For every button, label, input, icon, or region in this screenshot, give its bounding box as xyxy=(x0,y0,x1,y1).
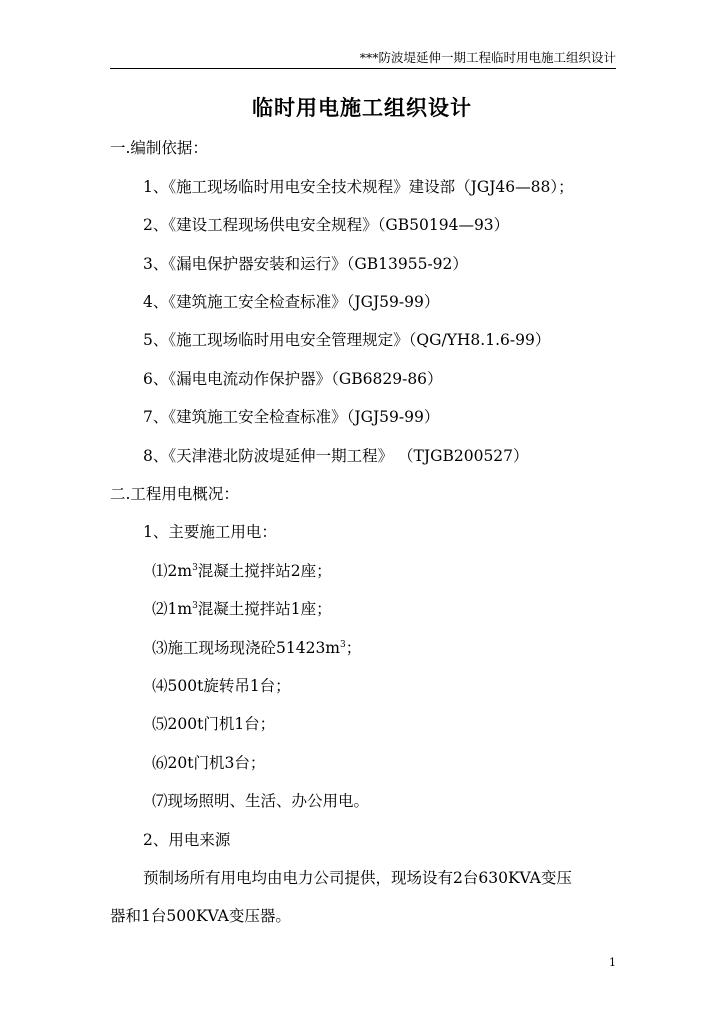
power-item-5: ⑸200t门机1台； xyxy=(152,715,276,733)
reference-item-3: 3、《漏电保护器安装和运行》（GB13955-92） xyxy=(143,255,468,273)
page-header: ***防波堤延伸一期工程临时用电施工组织设计 xyxy=(110,48,616,69)
reference-item-6: 6、《漏电电流动作保护器》（GB6829-86） xyxy=(143,370,443,388)
power-item-1: $⑴2m^3$混凝土搅拌站2座； xyxy=(152,562,332,580)
power-item-3: ⑶施工现场现浇砼$51423m^3$； xyxy=(152,639,362,657)
reference-item-1: 1、《施工现场临时用电安全技术规程》建设部（JGJ46—88）； xyxy=(143,178,574,196)
paragraph-line-1: 预制场所有用电均由电力公司提供，现场设有2台630KVA变压 xyxy=(143,869,572,887)
reference-item-5: 5、《施工现场临时用电安全管理规定》（QG/YH8.1.6-99） xyxy=(143,331,551,349)
reference-item-7: 7、《建筑施工安全检查标准》（JGJ59-99） xyxy=(143,408,440,426)
subheading-power-source: 2、用电来源 xyxy=(143,831,231,849)
subheading-main-power: 1、主要施工用电： xyxy=(143,523,277,541)
reference-item-8: 8、《天津港北防波堤延伸一期工程》 （TJGB200527） xyxy=(143,447,529,465)
power-item-2: $⑵1m^3$混凝土搅拌站1座； xyxy=(152,600,332,618)
power-item-7: ⑺现场照明、生活、办公用电。 xyxy=(152,792,370,810)
document-title: 临时用电施工组织设计 xyxy=(252,95,472,120)
reference-item-2: 2、《建设工程现场供电安全规程》（GB50194—93） xyxy=(143,216,510,234)
section-heading-basis: 一.编制依据： xyxy=(110,139,208,157)
section-heading-overview: 二.工程用电概况： xyxy=(110,485,239,503)
page-number: 1 xyxy=(609,956,616,969)
power-item-4: ⑷500t旋转吊1台； xyxy=(152,677,291,695)
paragraph-line-2: 器和1台500KVA变压器。 xyxy=(110,907,291,925)
power-item-6: ⑹20t门机3台； xyxy=(152,754,266,772)
reference-item-4: 4、《建筑施工安全检查标准》（JGJ59-99） xyxy=(143,293,440,311)
